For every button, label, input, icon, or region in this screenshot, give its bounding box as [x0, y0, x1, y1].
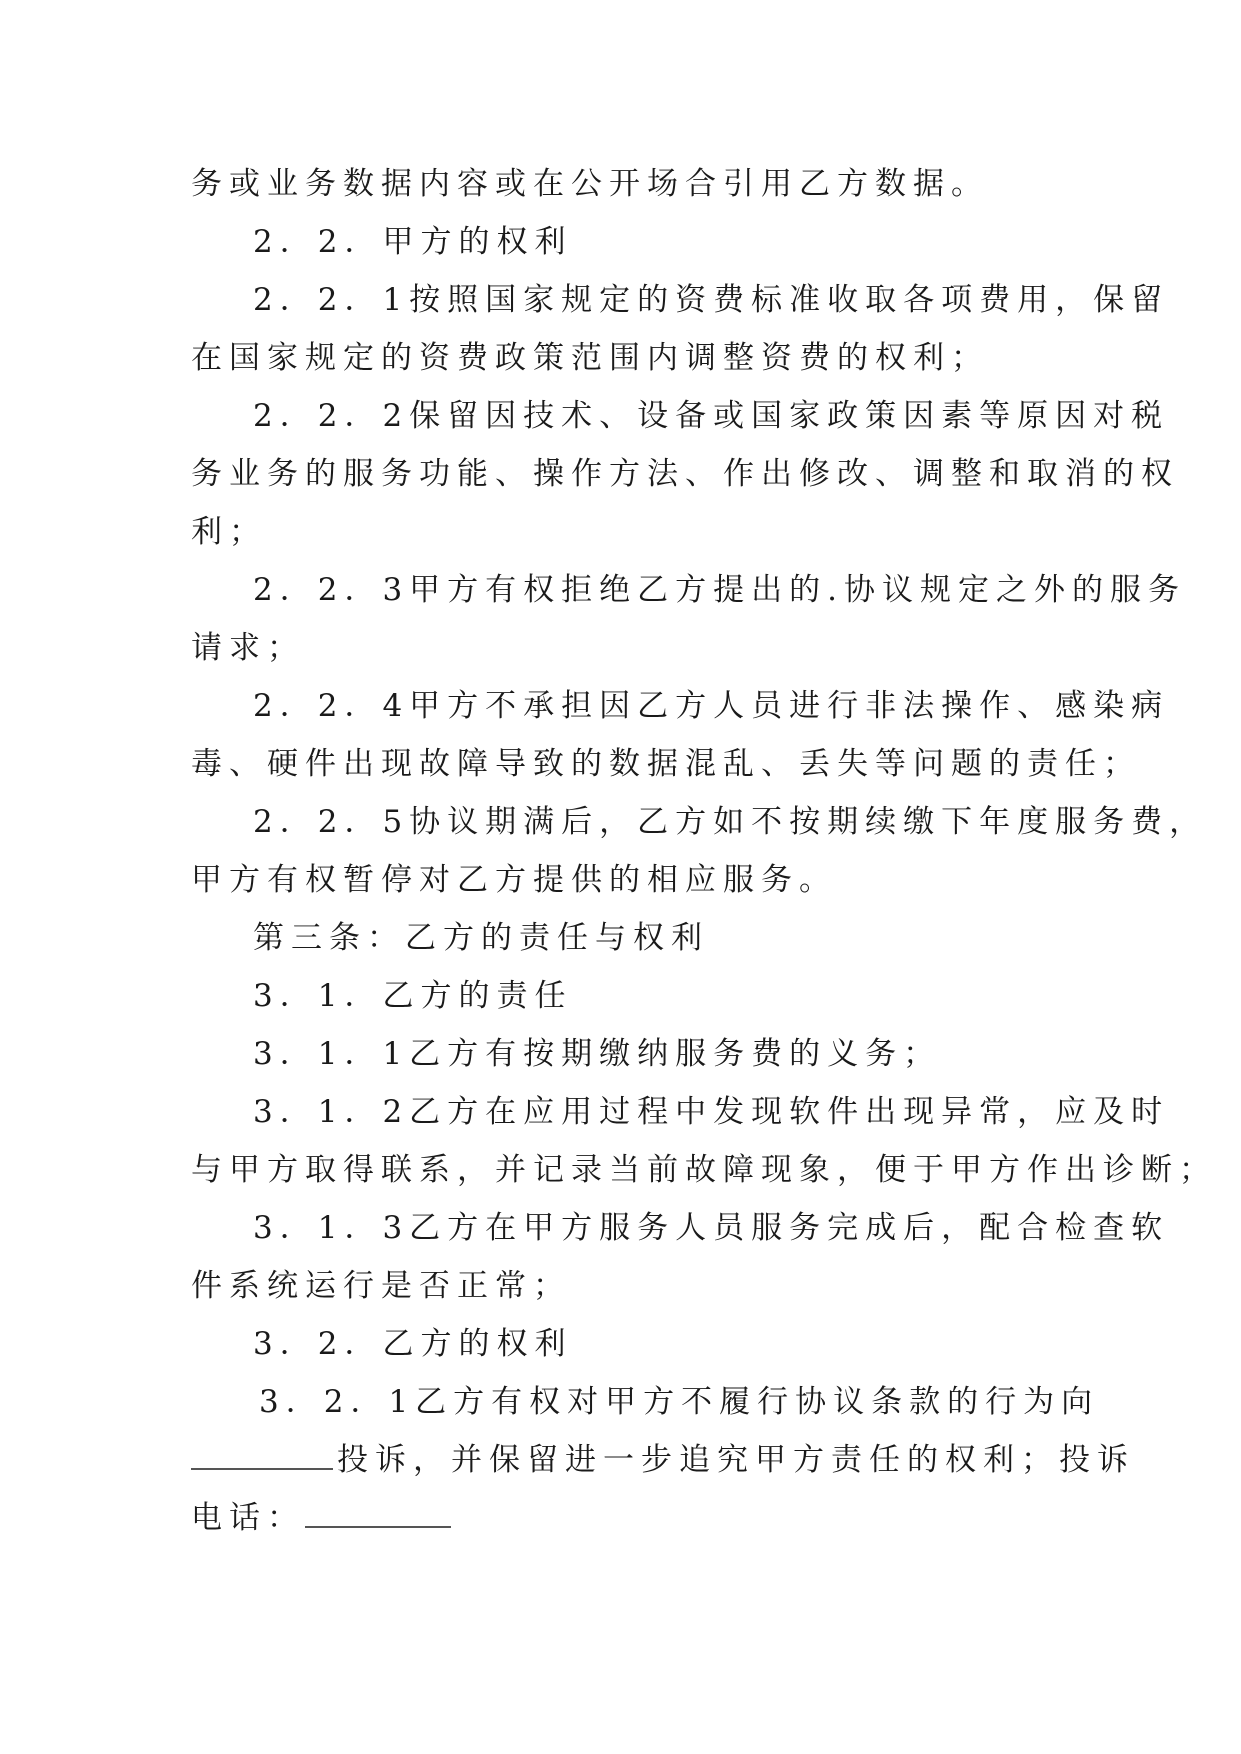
paragraph-line: 与甲方取得联系，并记录当前故障现象，便于甲方作出诊断；	[191, 1152, 1217, 1188]
section-heading: 3．2．乙方的权利	[253, 1326, 573, 1362]
paragraph-line: 2．2．4甲方不承担因乙方人员进行非法操作、感染病	[253, 688, 1170, 724]
complaint-agency-blank	[191, 1434, 333, 1470]
paragraph-line: 2．2．3甲方有权拒绝乙方提出的.协议规定之外的服务	[253, 572, 1187, 608]
paragraph-line: 3．2．1乙方有权对甲方不履行协议条款的行为向	[259, 1384, 1100, 1420]
paragraph-line: 3．1．1乙方有按期缴纳服务费的义务；	[253, 1036, 942, 1072]
phone-label: 电话：	[191, 1500, 305, 1536]
paragraph-text: 投诉，并保留进一步追究甲方责任的权利；投诉	[337, 1442, 1135, 1478]
paragraph-line: 毒、硬件出现故障导致的数据混乱、丢失等问题的责任；	[191, 746, 1141, 782]
paragraph-line: 3．1．2乙方在应用过程中发现软件出现异常，应及时	[253, 1094, 1170, 1130]
section-heading: 3．1．乙方的责任	[253, 978, 573, 1014]
paragraph-line: 3．1．3乙方在甲方服务人员服务完成后，配合检查软	[253, 1210, 1170, 1246]
paragraph-line: 2．2．1按照国家规定的资费标准收取各项费用，保留	[253, 282, 1170, 318]
paragraph-line: 利；	[191, 514, 267, 550]
paragraph-line: 2．2．5协议期满后，乙方如不按期续缴下年度服务费，	[253, 804, 1208, 840]
paragraph-line: 务或业务数据内容或在公开场合引用乙方数据。	[191, 166, 989, 202]
paragraph-line: 务业务的服务功能、操作方法、作出修改、调整和取消的权	[191, 456, 1179, 492]
paragraph-line	[191, 1489, 1051, 1547]
document-body	[191, 155, 1217, 1547]
article-heading: 第三条：乙方的责任与权利	[253, 920, 709, 956]
paragraph-line: 甲方有权暂停对乙方提供的相应服务。	[191, 862, 837, 898]
paragraph-line: 请求；	[191, 630, 305, 666]
paragraph-line	[191, 1431, 1135, 1489]
section-heading: 2．2．甲方的权利	[253, 224, 573, 260]
paragraph-line: 在国家规定的资费政策范围内调整资费的权利；	[191, 340, 989, 376]
paragraph-line: 2．2．2保留因技术、设备或国家政策因素等原因对税	[253, 398, 1170, 434]
paragraph-line: 件系统运行是否正常；	[191, 1268, 571, 1304]
phone-number-blank	[305, 1492, 451, 1528]
